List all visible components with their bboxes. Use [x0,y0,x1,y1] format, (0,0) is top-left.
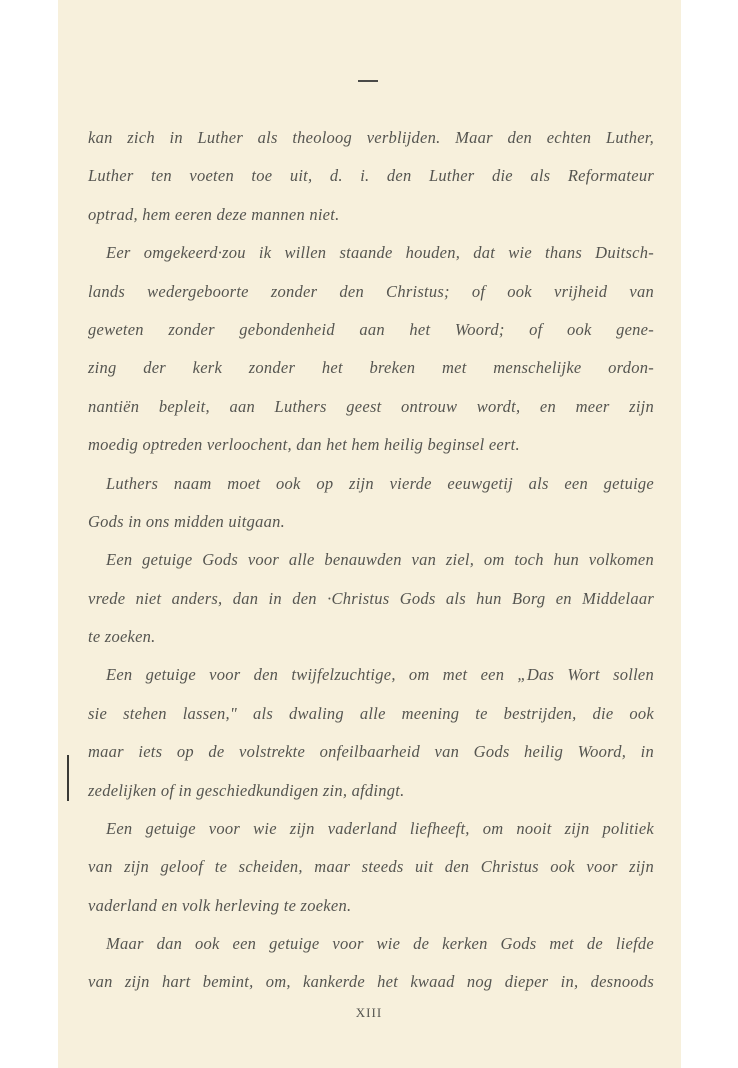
text-line-12: Een getuige Gods voor alle benauwden van ziel, om toch hun volkomen [106,550,654,569]
text-line-4: Eer omgekeerd·zou ik willen staande houden, dat wie thans Duitsch- [106,243,654,262]
text-line-14: te zoeken. [88,627,156,646]
text-line-6: geweten zonder gebondenheid aan het Woord; of ook gene- [88,320,654,339]
text-line-2: Luther ten voeten toe uit, d. i. den Luther die als Reformateur [88,166,654,185]
text-line-5: lands wedergeboorte zonder den Christus; of ook vrijheid van [88,282,654,301]
text-line-16: sie stehen lassen," als dwaling alle meening te bestrijden, die ook [88,704,654,723]
text-line-18: zedelijken of in geschiedkundigen zin, afdingt. [88,781,405,800]
text-line-3: optrad, hem eeren deze mannen niet. [88,205,340,224]
text-line-7: zing der kerk zonder het breken met menschelijke ordon- [88,358,654,377]
text-line-15: Een getuige voor den twijfelzuchtige, om met een „Das Wort sollen [106,665,654,684]
page-number: XIII [355,1005,383,1020]
text-line-17: maar iets op de volstrekte onfeilbaarheid van Gods heilig Woord, in [88,742,654,761]
text-line-1: kan zich in Luther als theoloog verblijden. Maar den echten Luther, [88,128,654,147]
text-line-9: moedig optreden verloochent, dan het hem heilig beginsel eert. [88,435,520,454]
text-line-11: Gods in ons midden uitgaan. [88,512,285,531]
text-line-13: vrede niet anders, dan in den ·Christus Gods als hun Borg en Middelaar [88,589,654,608]
header-dash [358,80,378,82]
text-line-22: Maar dan ook een getuige voor wie de kerken Gods met de liefde [106,934,654,953]
text-line-10: Luthers naam moet ook op zijn vierde eeuwgetij als een getuige [106,474,654,493]
text-line-8: nantiën bepleit, aan Luthers geest ontrouw wordt, en meer zijn [88,397,654,416]
text-line-23: van zijn hart bemint, om, kankerde het kwaad nog dieper in, desnoods [88,972,654,991]
text-line-20: van zijn geloof te scheiden, maar steeds uit den Christus ook voor zijn [88,857,654,876]
text-line-19: Een getuige voor wie zijn vaderland liefheeft, om nooit zijn politiek [106,819,654,838]
text-line-21: vaderland en volk herleving te zoeken. [88,896,352,915]
margin-mark [67,755,69,801]
